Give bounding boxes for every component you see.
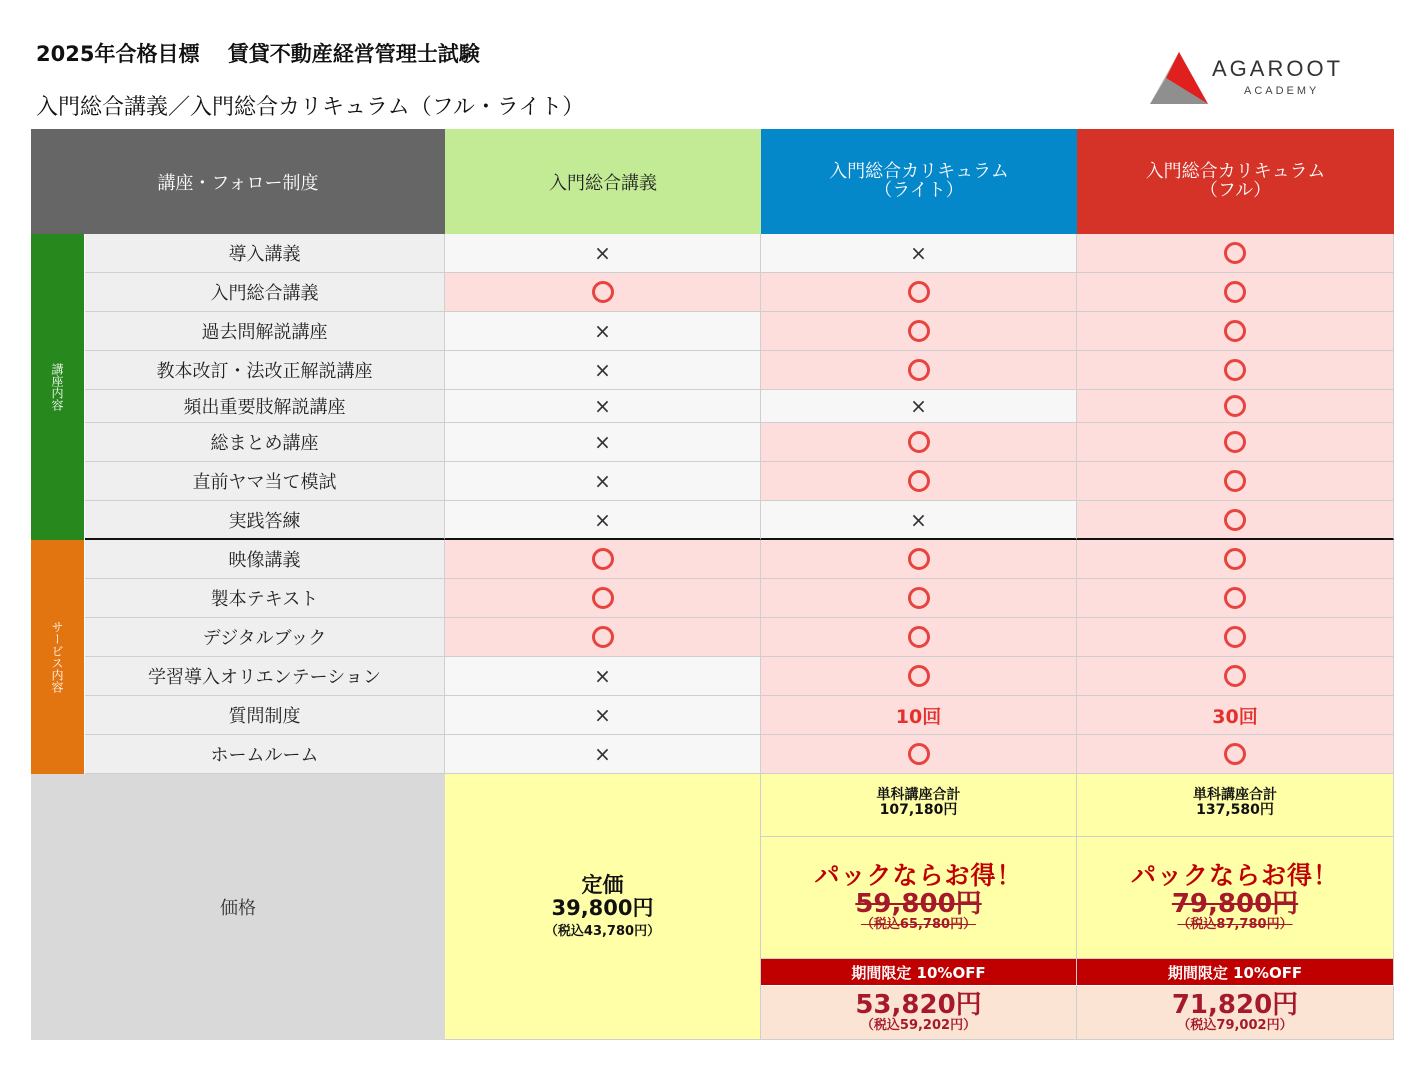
- price-col2-deal: [761, 837, 1077, 959]
- feature-cell-col3: [1077, 618, 1394, 657]
- feature-cell-col3: [1077, 462, 1394, 501]
- price-col1-tax: （税込43,780円）: [544, 924, 661, 940]
- price-col2-sum: [761, 774, 1077, 837]
- header-col2-line1: 入門総合カリキュラム: [829, 160, 1009, 182]
- feature-cell-col1: [445, 735, 761, 774]
- price-col2-final-tax: （税込59,202円）: [860, 1018, 977, 1034]
- price-col2-deal-text: パックならお得！: [814, 861, 1023, 891]
- price-col1-list-label: 定価: [581, 872, 624, 897]
- price-col2-regular-tax: （税込65,780円）: [860, 917, 977, 933]
- feature-cell-col1: [445, 273, 761, 312]
- price-col2-discount-badge: 期間限定 10%OFF: [761, 959, 1077, 986]
- circle-mark-icon: [908, 470, 930, 492]
- circle-mark-icon: [1224, 665, 1246, 687]
- header-col3: [1077, 129, 1394, 234]
- feature-cell-col1: [445, 501, 761, 540]
- feature-cell-col3: [1077, 501, 1394, 540]
- cross-mark: ×: [910, 241, 927, 265]
- feature-cell-col2: [761, 540, 1077, 579]
- feature-cell-col2: [761, 657, 1077, 696]
- feature-label: 頻出重要肢解説講座: [85, 390, 445, 423]
- price-col2-final-price: 53,820円: [855, 990, 982, 1021]
- logo-mark-icon: [1148, 50, 1210, 106]
- comparison-table: [31, 129, 1394, 1042]
- circle-mark-icon: [908, 548, 930, 570]
- circle-mark-icon: [1224, 281, 1246, 303]
- question-count: 10回: [895, 705, 942, 728]
- feature-label: ホームルーム: [85, 735, 445, 774]
- price-label: 価格: [31, 774, 445, 1040]
- feature-cell-col3: [1077, 540, 1394, 579]
- price-col3-deal-text: パックならお得！: [1130, 861, 1339, 891]
- feature-cell-col2: [761, 501, 1077, 540]
- price-col1-price: 39,800円: [551, 896, 654, 920]
- circle-mark-icon: [1224, 431, 1246, 453]
- logo-wordmark: AGAROOT: [1212, 56, 1344, 81]
- circle-mark-icon: [592, 281, 614, 303]
- cross-mark: ×: [594, 703, 611, 727]
- feature-cell-col2: [761, 696, 1077, 735]
- feature-cell-col3: [1077, 423, 1394, 462]
- circle-mark-icon: [908, 359, 930, 381]
- price-col3-sum: [1077, 774, 1394, 837]
- circle-mark-icon: [908, 281, 930, 303]
- feature-label: デジタルブック: [85, 618, 445, 657]
- cross-mark: ×: [594, 664, 611, 688]
- price-col3-regular-tax: （税込87,780円）: [1177, 917, 1293, 933]
- header-col2-line2: （ライト）: [874, 179, 964, 201]
- feature-cell-col1: [445, 351, 761, 390]
- circle-mark-icon: [592, 587, 614, 609]
- page-title: 2025年合格目標 賃貸不動産経営管理士試験: [36, 42, 480, 66]
- cross-mark: ×: [594, 742, 611, 766]
- feature-cell-col2: [761, 351, 1077, 390]
- category-course: 講座内容: [31, 234, 85, 540]
- price-col3-final-tax: （税込79,002円）: [1177, 1018, 1293, 1034]
- feature-label: 総まとめ講座: [85, 423, 445, 462]
- price-col3-discount-badge: 期間限定 10%OFF: [1077, 959, 1394, 986]
- price-col3-sum-label: 単科講座合計: [1193, 787, 1277, 803]
- feature-label: 映像講義: [85, 540, 445, 579]
- price-col2-sum-value: 107,180円: [879, 802, 958, 819]
- header-col3-line2: （フル）: [1199, 179, 1272, 201]
- agaroot-logo: [1148, 50, 1368, 110]
- circle-mark-icon: [1224, 359, 1246, 381]
- feature-label: 直前ヤマ当て模試: [85, 462, 445, 501]
- circle-mark-icon: [908, 431, 930, 453]
- feature-cell-col1: [445, 462, 761, 501]
- circle-mark-icon: [1224, 587, 1246, 609]
- feature-label: 質問制度: [85, 696, 445, 735]
- feature-cell-col3: [1077, 312, 1394, 351]
- feature-cell-col3: [1077, 696, 1394, 735]
- feature-cell-col2: [761, 618, 1077, 657]
- feature-cell-col2: [761, 390, 1077, 423]
- category-service: サービス内容: [31, 540, 85, 774]
- price-col3-final-price: 71,820円: [1171, 990, 1299, 1021]
- circle-mark-icon: [1224, 626, 1246, 648]
- feature-cell-col1: [445, 234, 761, 273]
- circle-mark-icon: [1224, 242, 1246, 264]
- header-label: 講座・フォロー制度: [31, 129, 445, 234]
- price-col3-sum-value: 137,580円: [1196, 802, 1274, 819]
- logo-subtitle: ACADEMY: [1244, 85, 1320, 97]
- feature-cell-col1: [445, 312, 761, 351]
- circle-mark-icon: [1224, 470, 1246, 492]
- feature-cell-col3: [1077, 234, 1394, 273]
- feature-label: 学習導入オリエンテーション: [85, 657, 445, 696]
- feature-cell-col3: [1077, 390, 1394, 423]
- cross-mark: ×: [594, 241, 611, 265]
- circle-mark-icon: [1224, 320, 1246, 342]
- cross-mark: ×: [594, 358, 611, 382]
- price-col3-final: [1077, 986, 1394, 1040]
- feature-cell-col3: [1077, 579, 1394, 618]
- price-col2-final: [761, 986, 1077, 1040]
- feature-cell-col3: [1077, 657, 1394, 696]
- circle-mark-icon: [908, 320, 930, 342]
- feature-cell-col2: [761, 423, 1077, 462]
- cross-mark: ×: [594, 394, 611, 418]
- feature-cell-col2: [761, 312, 1077, 351]
- feature-label: 入門総合講義: [85, 273, 445, 312]
- circle-mark-icon: [908, 626, 930, 648]
- feature-cell-col2: [761, 735, 1077, 774]
- price-col1: [445, 774, 761, 1040]
- cross-mark: ×: [910, 394, 927, 418]
- cross-mark: ×: [594, 319, 611, 343]
- circle-mark-icon: [1224, 509, 1246, 531]
- feature-cell-col2: [761, 462, 1077, 501]
- circle-mark-icon: [908, 743, 930, 765]
- circle-mark-icon: [908, 665, 930, 687]
- price-col2-regular: 59,800円: [855, 888, 982, 919]
- feature-cell-col1: [445, 696, 761, 735]
- circle-mark-icon: [1224, 548, 1246, 570]
- feature-cell-col1: [445, 657, 761, 696]
- feature-cell-col1: [445, 618, 761, 657]
- cross-mark: ×: [594, 507, 611, 532]
- header-col3-line1: 入門総合カリキュラム: [1145, 160, 1326, 182]
- circle-mark-icon: [1224, 743, 1246, 765]
- feature-cell-col1: [445, 390, 761, 423]
- feature-label: 導入講義: [85, 234, 445, 273]
- cross-mark: ×: [910, 507, 927, 532]
- feature-label: 実践答練: [85, 501, 445, 540]
- circle-mark-icon: [592, 548, 614, 570]
- feature-cell-col3: [1077, 273, 1394, 312]
- page-subtitle: 入門総合講義／入門総合カリキュラム（フル・ライト）: [36, 95, 585, 120]
- price-col3-regular: 79,800円: [1171, 888, 1299, 919]
- question-count: 30回: [1212, 705, 1258, 728]
- price-col3-deal: [1077, 837, 1394, 959]
- header-col2: [761, 129, 1077, 234]
- feature-cell-col1: [445, 423, 761, 462]
- feature-cell-col2: [761, 273, 1077, 312]
- feature-label: 過去問解説講座: [85, 312, 445, 351]
- circle-mark-icon: [908, 587, 930, 609]
- cross-mark: ×: [594, 430, 611, 454]
- feature-cell-col3: [1077, 351, 1394, 390]
- circle-mark-icon: [592, 626, 614, 648]
- feature-cell-col2: [761, 579, 1077, 618]
- feature-cell-col1: [445, 540, 761, 579]
- feature-cell-col2: [761, 234, 1077, 273]
- feature-label: 製本テキスト: [85, 579, 445, 618]
- price-col2-sum-label: 単科講座合計: [876, 787, 961, 803]
- feature-cell-col1: [445, 579, 761, 618]
- cross-mark: ×: [594, 469, 611, 493]
- circle-mark-icon: [1224, 395, 1246, 417]
- feature-cell-col3: [1077, 735, 1394, 774]
- header-col1: 入門総合講義: [445, 129, 761, 234]
- feature-label: 教本改訂・法改正解説講座: [85, 351, 445, 390]
